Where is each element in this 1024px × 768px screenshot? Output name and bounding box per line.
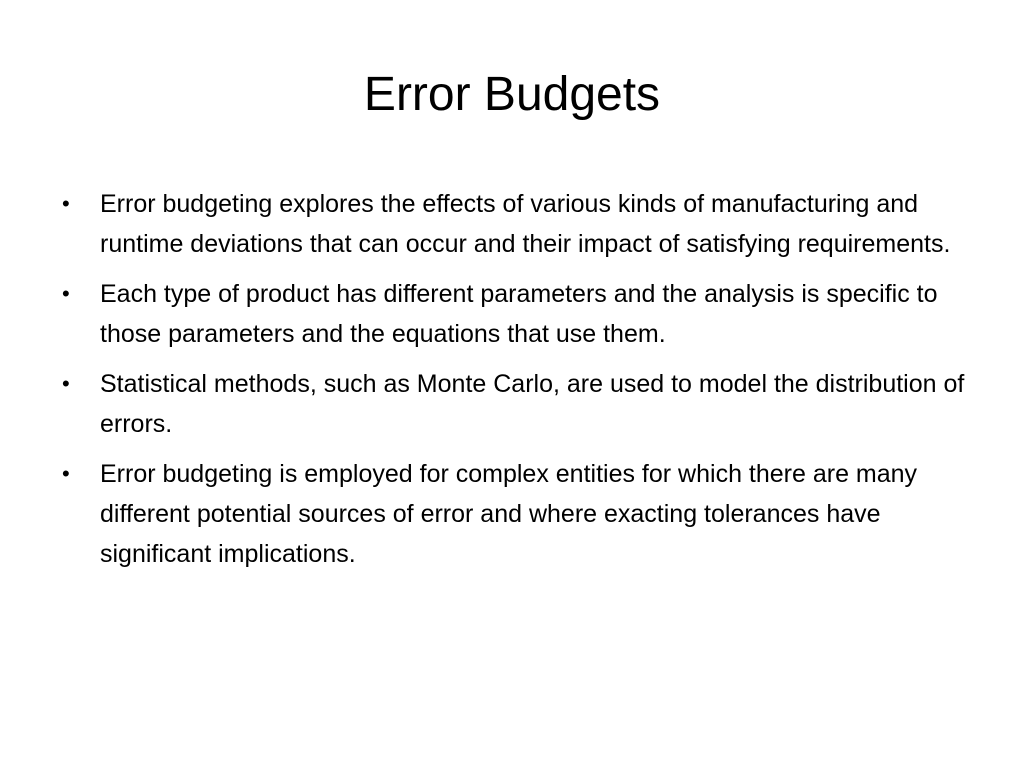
bullet-icon: • xyxy=(62,191,70,216)
bullet-icon: • xyxy=(62,281,70,306)
bullet-item xyxy=(60,274,975,354)
bullet-list xyxy=(60,184,975,584)
bullet-icon: • xyxy=(62,371,70,396)
bullet-item xyxy=(60,364,975,444)
bullet-text: Error budgeting explores the effects of various kinds of manufacturing and runtime deviations that can occur and their impact of satisfying requirements. xyxy=(100,190,951,258)
slide-title: Error Budgets xyxy=(363,68,661,121)
bullet-icon: • xyxy=(62,461,70,486)
bullet-text: Each type of product has different parameters and the analysis is specific to those parameters and the equations that use them. xyxy=(100,280,938,348)
bullet-item xyxy=(60,454,975,574)
bullet-item xyxy=(60,184,975,264)
bullet-text: Error budgeting is employed for complex entities for which there are many different potential sources of error and where exacting tolerances have significant implications. xyxy=(100,460,918,568)
bullet-text: Statistical methods, such as Monte Carlo, are used to model the distribution of errors. xyxy=(100,370,965,438)
